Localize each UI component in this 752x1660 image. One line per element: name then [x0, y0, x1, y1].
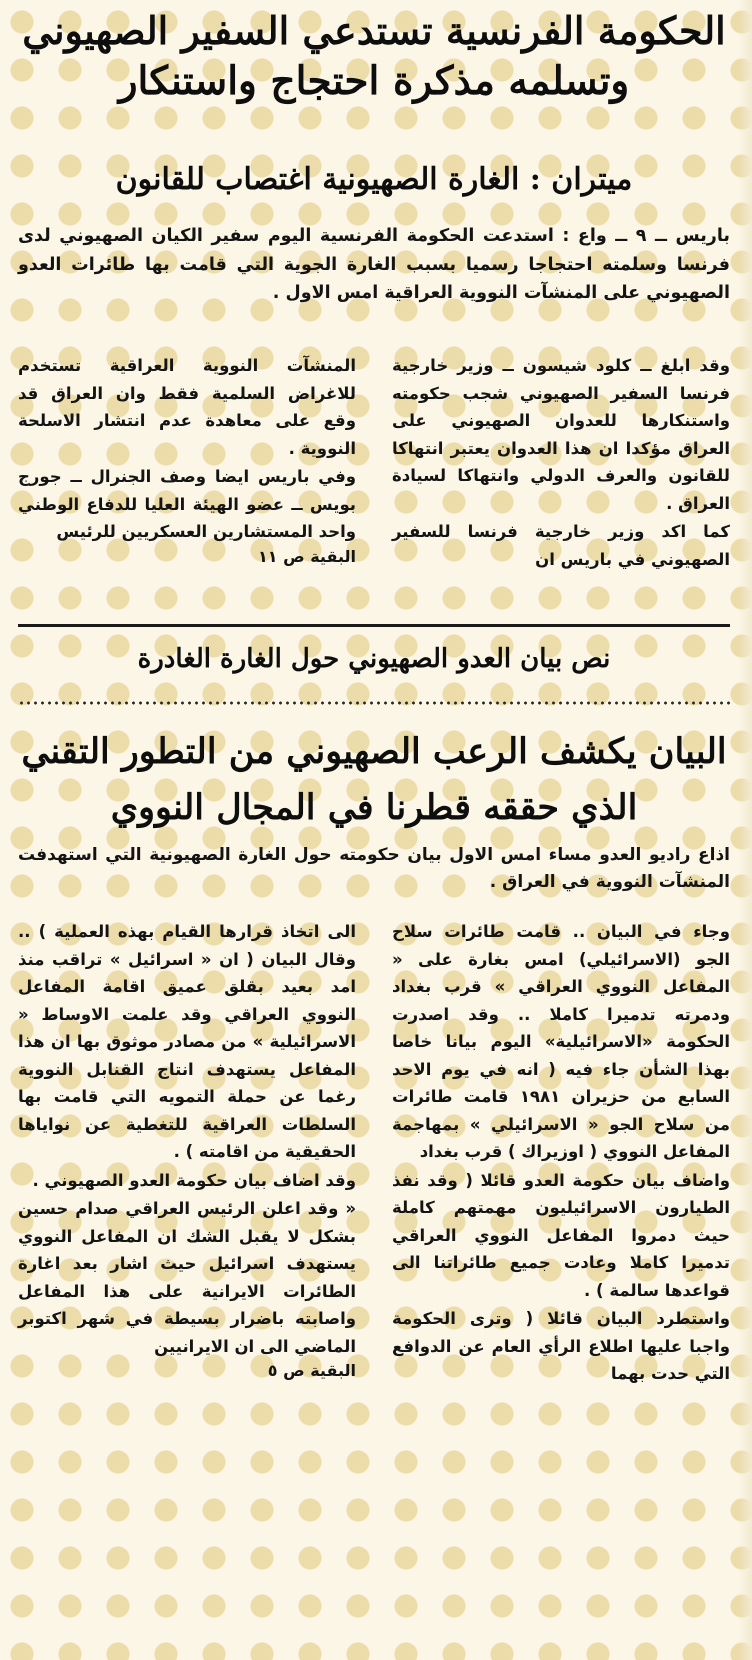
- article2-right-para-3: واستطرد البيان قائلا ( وترى الحكومة واجبا عليها اطلاع الرأي العام عن الدوافع التي حدت بهما: [392, 1309, 730, 1383]
- article1-right-para-1: وقد ابلغ ــ كلود شيسون ــ وزير خارجية فرنسا السفير الصهيوني شجب حكومته واستنكارها للعدوان الصهيوني على العراق مؤكدا ان هذا العدوان يعتبر انتهاكا للقانون والعرف الدولي وانتهاكا لسيادة العراق .: [392, 356, 730, 513]
- article1-column-right: [392, 352, 730, 573]
- article2-left-para-2: وقد اضاف بيان حكومة العدو الصهيوني .: [32, 1170, 356, 1190]
- article2-left-para-1: الى اتخاذ قرارها القيام بهذه العملية ) .. وقال البيان ( ان « اسرائيل » تراقب منذ امد بعيد بقلق عميق اقامة المفاعل النووي العراقي وقد علمت الاوساط « الاسرائيلية » من مصادر موثوق بها ان هذا المفاعل يستهدف انتاج القنابل النووية رغما عن حملة التمويه التي قامت بها السلطات العراقية للتغطية عن نواياها الحقيقية من اقامته ) .: [18, 922, 356, 1161]
- kicker-block: [18, 634, 730, 684]
- article1-column-left: [18, 352, 356, 573]
- article2-right-para-1: وجاء في البيان .. قامت طائرات سلاح الجو (الاسرائيلي) امس بغارة على « المفاعل النووي العراقي » قرب بغداد ودمرته تدميرا كاملا .. وقد اصدرت الحكومة «الاسرائيلية» اليوم بيانا خاصا بهذا الشأن جاء فيه ( انه في يوم الاحد السابع من حزيران ١٩٨١ قامت طائرات من سلاح الجو « الاسرائيلي » بمهاجمة المفاعل النووي ( اوزيراك ) قرب بغداد: [392, 922, 730, 1161]
- article2-body: [18, 842, 730, 896]
- article1-body: [18, 222, 730, 308]
- article2-lead: اذاع راديو العدو مساء امس الاول بيان حكومته حول الغارة الصهيونية التي استهدفت المنشآت النووية في العراق .: [18, 845, 730, 892]
- subheadline: ميتران : الغارة الصهيونية اغتصاب للقانون: [115, 162, 633, 197]
- section-divider: [18, 624, 730, 627]
- article1-left-para-2: وفي باريس ايضا وصف الجنرال ــ جورج بويس ــ عضو الهيئة العليا للدفاع الوطني واحد المستشارين العسكريين للرئيس: [18, 467, 356, 541]
- article1-continued-note: البقية ص ١١: [258, 546, 356, 566]
- article2-continued-note: البقية ص ٥: [267, 1361, 356, 1380]
- article-french-government: [18, 6, 730, 106]
- article1-lead: باريس ــ ٩ ــ واع : استدعت الحكومة الفرنسية اليوم سفير الكيان الصهيوني لدى فرنسا وسلمته احتجاجا رسميا بسبب الغارة الجوية التي قامت بها طائرات العدو الصهيوني على المنشآت النووية العراقية امس الاول .: [18, 226, 730, 303]
- headline-line-2: وتسلمه مذكرة احتجاج واستنكار: [118, 58, 630, 104]
- subheadline-block: [18, 158, 730, 202]
- kicker-headline: نص بيان العدو الصهيوني حول الغارة الغادرة: [137, 644, 611, 674]
- article2-right-para-2: واضاف بيان حكومة العدو قائلا ( وقد نفذ الطيارون الاسرائيليون مهمتهم كاملة حيث دمروا المفاعل النووي العراقي تدميرا كاملا وعادت جميع طائراتنا الى قواعدها سالمة ) .: [392, 1170, 730, 1300]
- article1-right-para-2: كما اكد وزير خارجية فرنسا للسفير الصهيوني في باريس ان: [392, 522, 730, 569]
- article2-headline-line-1: البيان يكشف الرعب الصهيوني من التطور التقني: [21, 731, 727, 772]
- article2-left-para-3: « وقد اعلن الرئيس العراقي صدام حسين بشكل لا يقبل الشك ان المفاعل النووي يستهدف اسرائيل حيث اشار بعد اغارة الطائرات الايرانية على هذا المفاعل واصابته باضرار بسيطة في شهر اكتوبر الماضي الى ان الايرانيين: [18, 1199, 356, 1356]
- dotted-divider: [18, 700, 730, 706]
- article-enemy-statement: [18, 724, 730, 836]
- headline-line-1: الحكومة الفرنسية تستدعي السفير الصهيوني: [22, 8, 726, 53]
- article1-left-para-1: المنشآت النووية العراقية تستخدم للاغراض السلمية فقط وان العراق قد وقع على معاهدة عدم انتشار الاسلحة النووية .: [18, 356, 356, 458]
- article2-column-right: [392, 918, 730, 1388]
- article2-columns: [18, 918, 730, 1388]
- article2-column-left: [18, 918, 356, 1388]
- page-edge: [738, 0, 752, 1660]
- article2-headline-line-2: الذي حققه قطرنا في المجال النووي: [110, 787, 638, 828]
- article1-columns: [18, 352, 730, 573]
